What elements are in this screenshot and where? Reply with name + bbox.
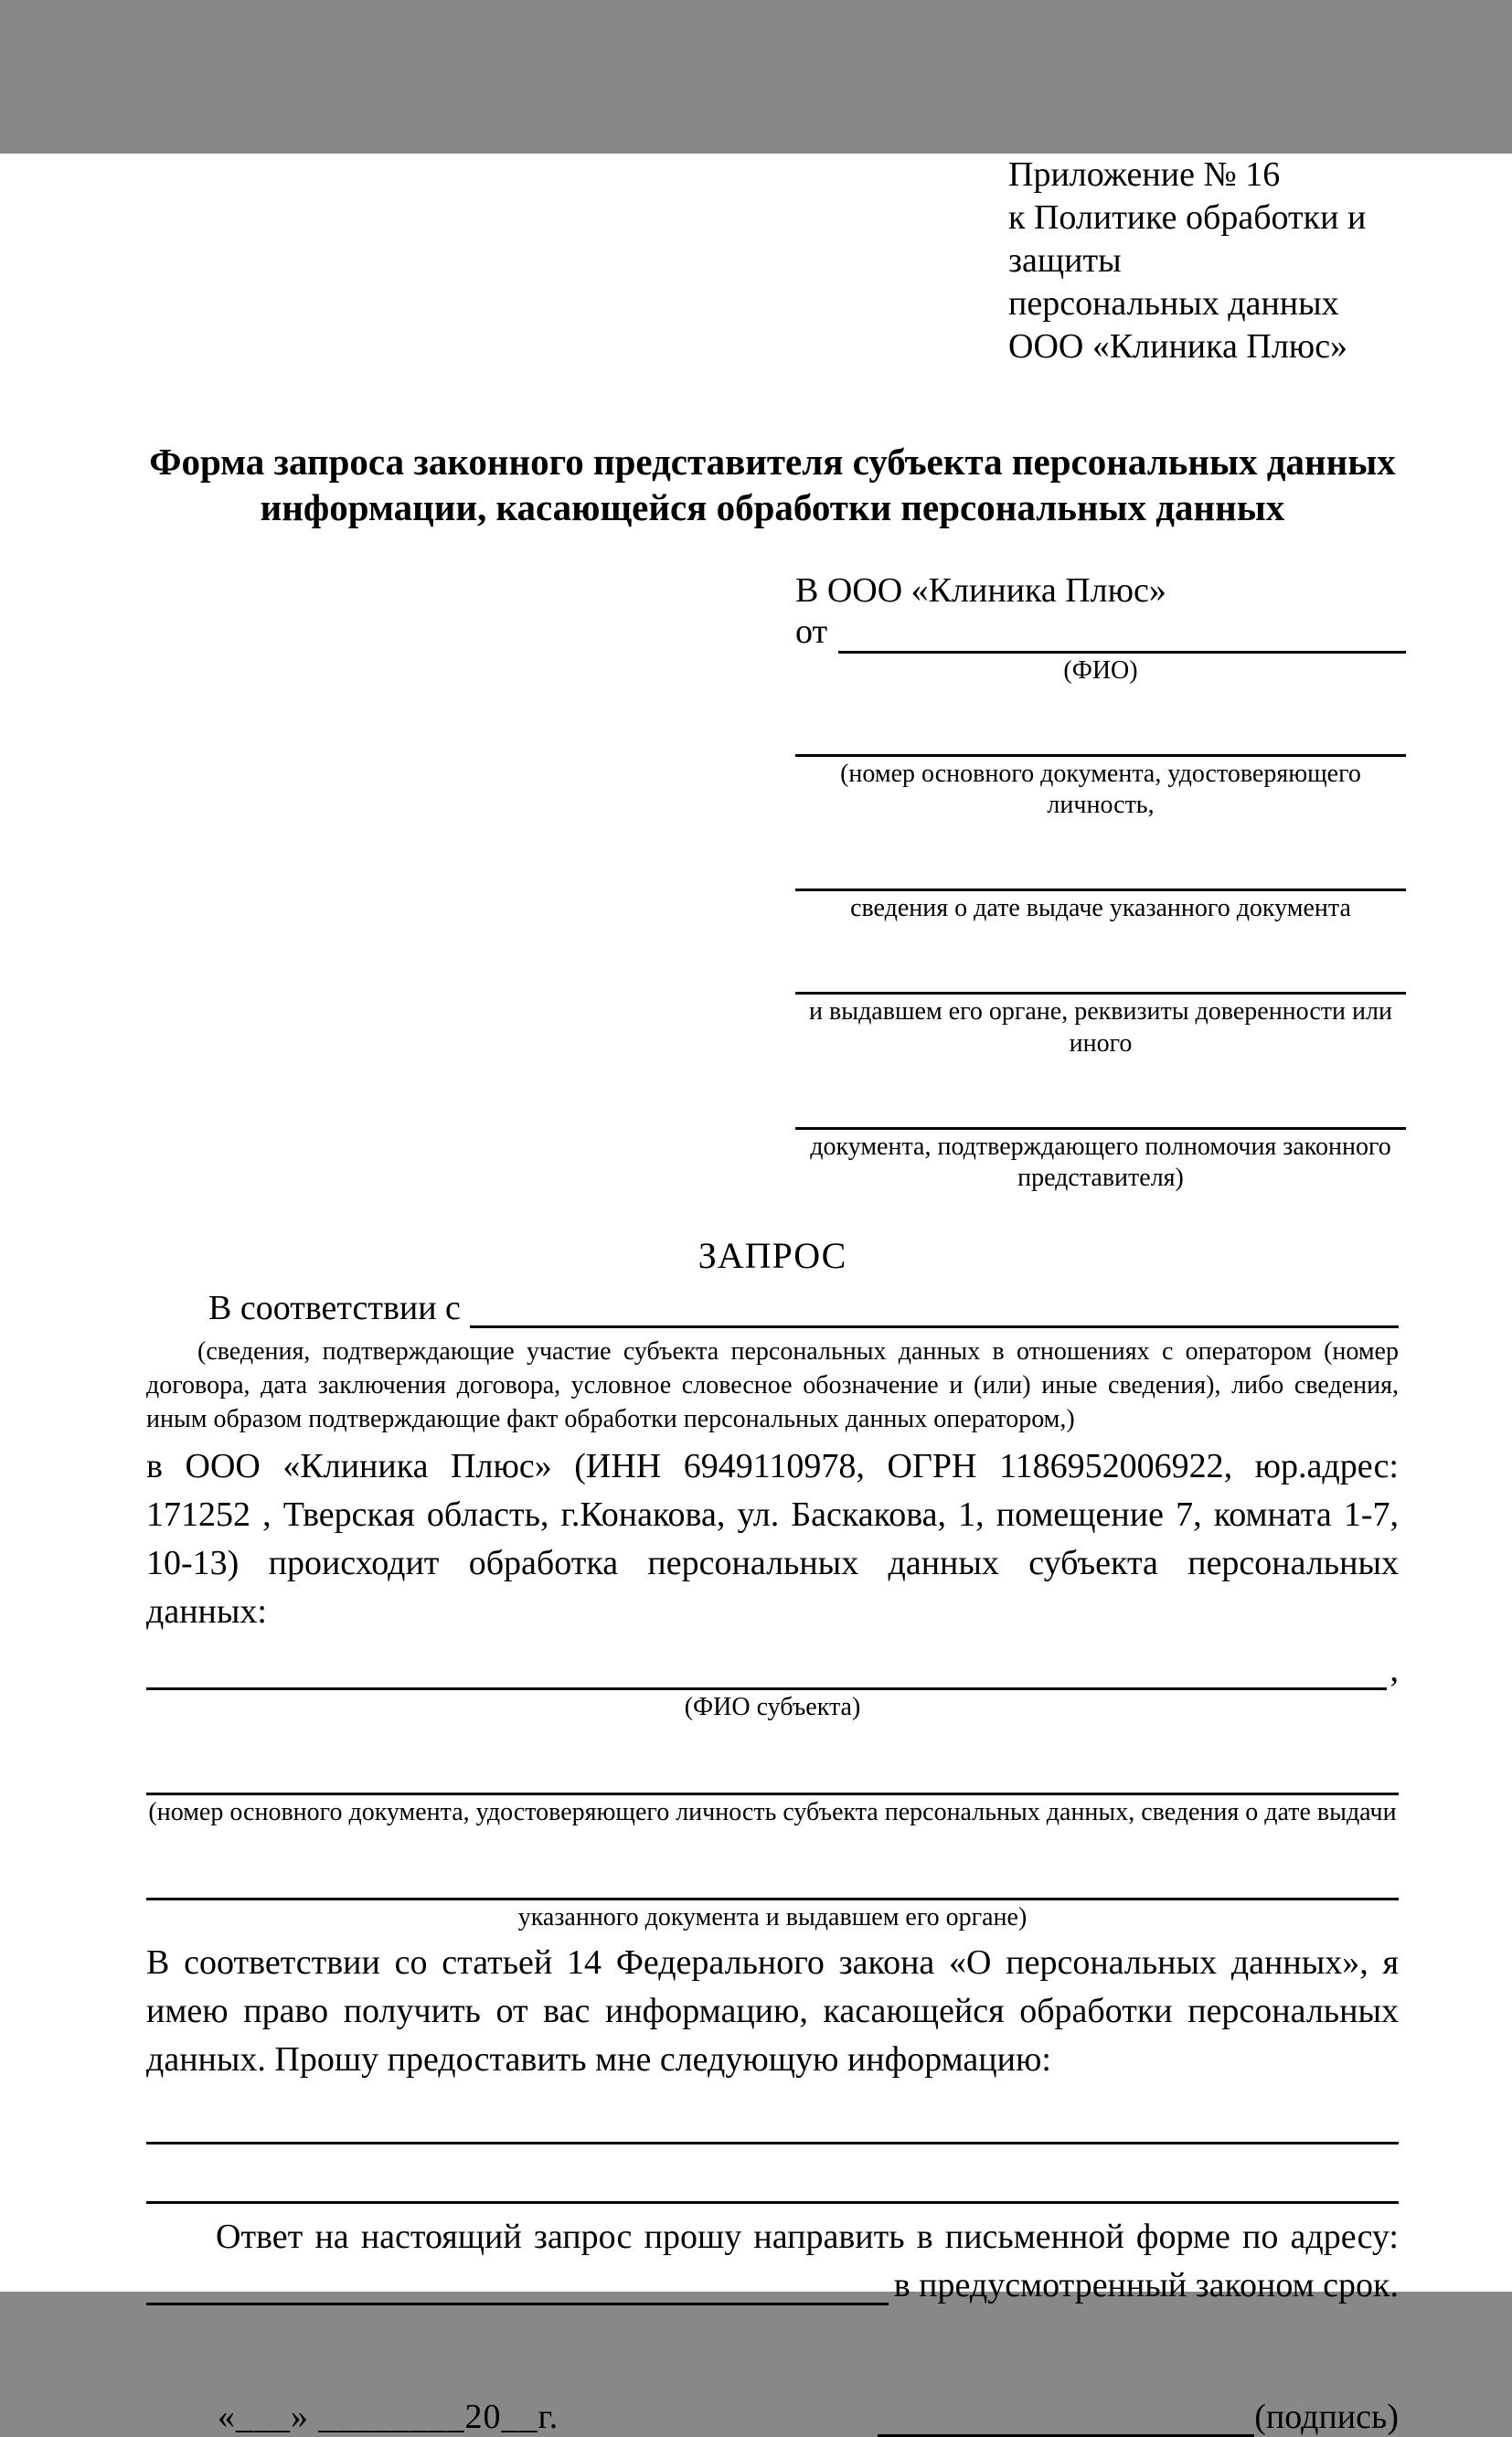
request-heading: ЗАПРОС [697, 1235, 847, 1277]
appendix-line: Приложение № 16 [1008, 155, 1281, 194]
fio-caption: (ФИО) [1063, 655, 1138, 685]
law-paragraph: В соответствии со статьей 14 Федерального закона «О персональных данных», я имею право получить от вас информацию, касающейся обработки персональных данных. Прошу предоставить мне следующую информацию: [146, 1943, 1399, 2080]
fill-line-info-1 [146, 2109, 1399, 2144]
operator-paragraph: в ООО «Клиника Плюс» (ИНН 6949110978, ОГРН 1186952006922, юр.адрес: 171252 , Тверская область, г.Конакова, ул. Баскакова, 1, помещение 7, комната 1-7, 10-13) происходит обработка персональных данных субъекта персональных данных: [146, 1446, 1399, 1632]
fill-line-doc-number [795, 718, 1406, 757]
accordance-caption: (сведения, подтверждающие участие субъекта персональных данных в отношениях с оператором (номер договора, дата заключения договора, условное словесное обозначение и (или) иные сведения), либо сведения, иным образом подтверждающие факт обработки персональных данных оператором,) [146, 1337, 1399, 1433]
signature-block [878, 2397, 1399, 2437]
issuing-body-caption: и выдавшем его органе, реквизиты доверенности или иного [809, 997, 1392, 1058]
signature-caption: (подпись) [1254, 2397, 1399, 2436]
fill-line-subject-doc [146, 1756, 1399, 1795]
from-row [795, 612, 1406, 654]
reply-paragraph-line1: Ответ на настоящий запрос прошу направить в письменной форме по адресу: [216, 2217, 1399, 2256]
fill-line-authority-doc [795, 1091, 1406, 1130]
accordance-lead: В соответствии с [208, 1289, 461, 1328]
fill-line-issue-date [795, 852, 1406, 891]
fill-line-issuing-body [795, 955, 1406, 995]
fill-line-info-2 [146, 2168, 1399, 2204]
issue-date-caption: сведения о дате выдаче указанного документа [850, 894, 1351, 923]
reply-paragraph-line2 [146, 2265, 1399, 2305]
appendix-line: ООО «Клиника Плюс» [1008, 327, 1348, 367]
footer-row [146, 2397, 1399, 2437]
subject-doc-caption-2: указанного документа и выдавшем его органе) [517, 1902, 1028, 1932]
appendix-line: к Политике обработки и защиты [1008, 198, 1367, 281]
subject-fio-row [146, 1650, 1399, 1690]
blank-info-line [146, 2109, 1399, 2144]
page-title: Форма запроса законного представителя субъекта персональных данных информации, касающейся обработки персональных данных [149, 440, 1396, 528]
from-label: от [795, 612, 828, 652]
addressee-block [795, 570, 1406, 1194]
subject-fio-caption: (ФИО субъекта) [684, 1692, 861, 1721]
addressee-to: В ООО «Клиника Плюс» [795, 570, 1166, 610]
accordance-row [146, 1288, 1399, 1328]
appendix-reference-block [1008, 154, 1399, 369]
doc-number-caption: (номер основного документа, удостоверяющего личность, [840, 759, 1361, 820]
subject-doc-caption-1: (номер основного документа, удостоверяющего личность субъекта персональных данных, сведения о дате выдачи [148, 1797, 1397, 1826]
date-line: «___» ________20__г. [218, 2397, 559, 2436]
appendix-line: персональных данных [1008, 284, 1339, 324]
reply-tail: в предусмотренный законом срок. [893, 2265, 1399, 2304]
authority-doc-caption: документа, подтверждающего полномочия законного представителя) [810, 1132, 1391, 1192]
trailing-comma: , [1390, 1650, 1399, 1689]
fill-line-subject-doc-2 [146, 1861, 1399, 1900]
blank-info-line [146, 2168, 1399, 2204]
fill-line-fio [838, 614, 1406, 654]
fill-line-subject-fio [146, 1651, 1387, 1690]
fill-line-accordance [470, 1289, 1399, 1328]
fill-line-signature [878, 2398, 1254, 2437]
fill-line-address [146, 2266, 889, 2305]
document-page [0, 154, 1512, 2436]
